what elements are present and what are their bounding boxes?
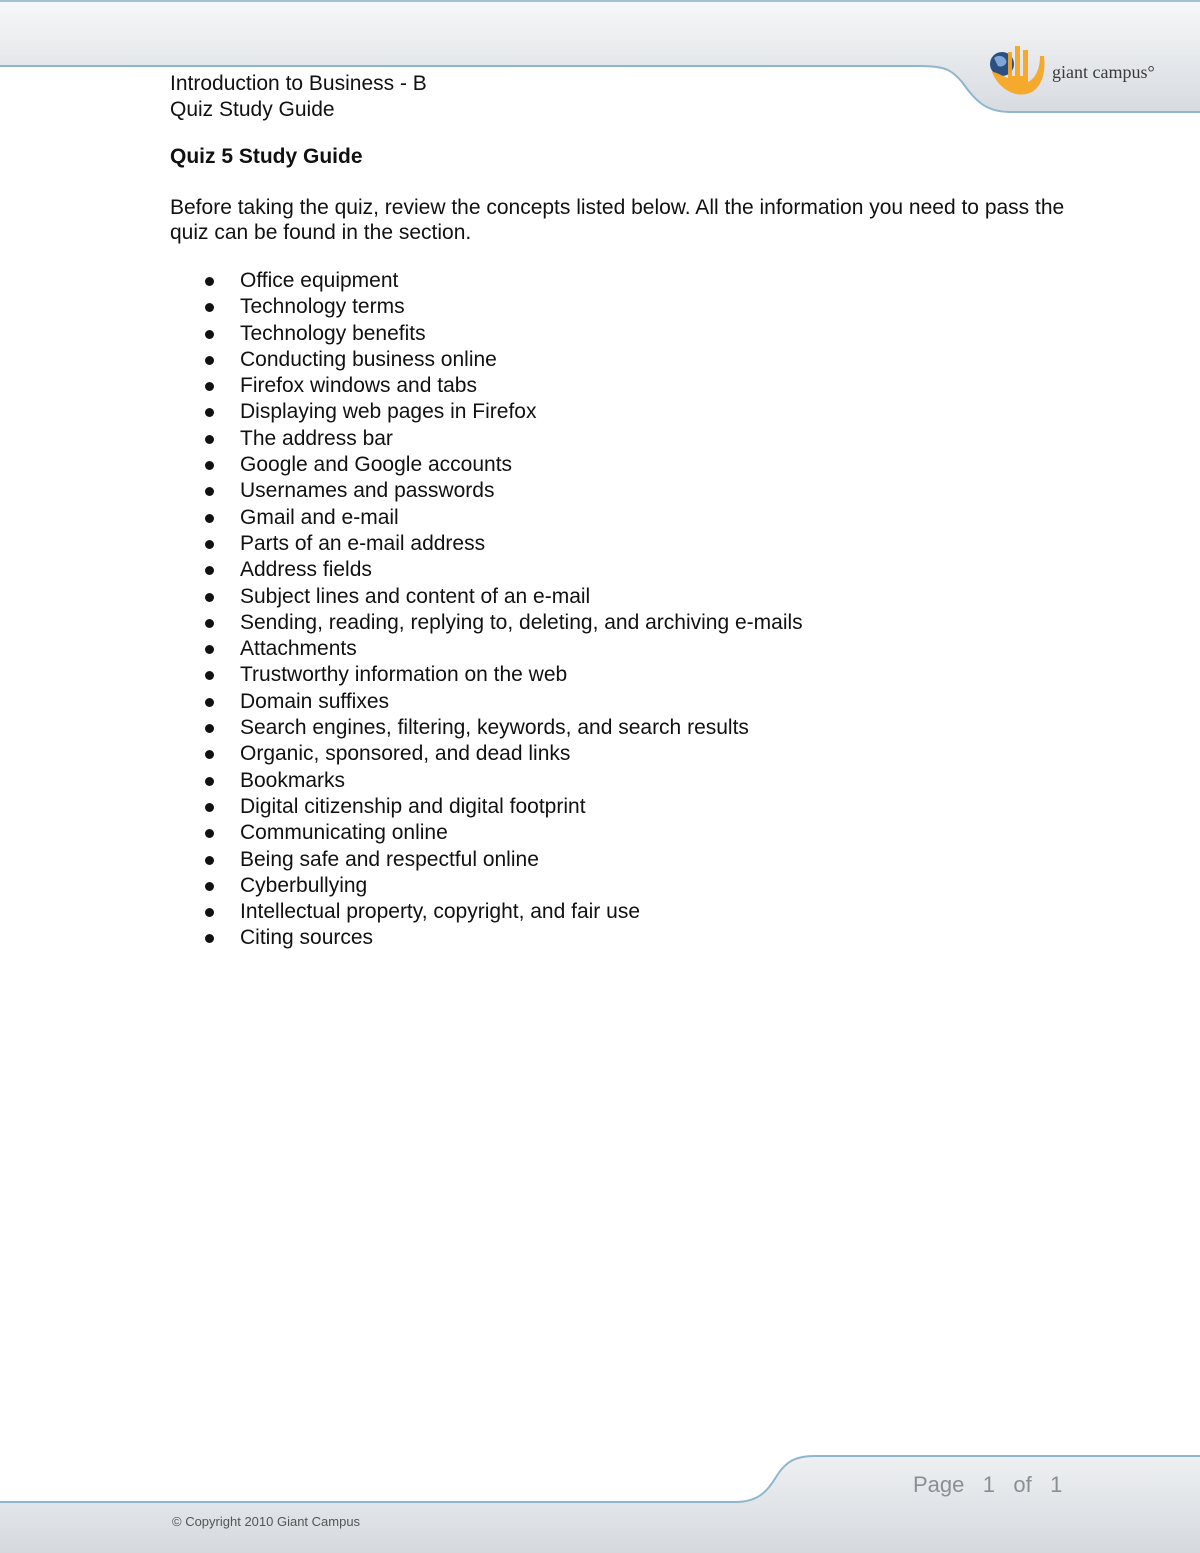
list-item-text: Subject lines and content of an e-mail — [240, 584, 591, 608]
list-item-text: Address fields — [240, 558, 372, 582]
list-item-text: Technology benefits — [240, 321, 426, 345]
concept-list — [170, 268, 803, 952]
bullet-icon — [205, 408, 214, 417]
bullet-icon — [205, 934, 214, 943]
list-item-text: Communicating online — [240, 821, 448, 845]
course-header — [170, 71, 427, 123]
bullet-icon — [205, 698, 214, 707]
list-item — [170, 505, 803, 531]
bullet-icon — [205, 514, 214, 523]
list-item-text: Parts of an e-mail address — [240, 531, 486, 555]
list-item-text: Technology terms — [240, 295, 405, 319]
list-item-text: Search engines, filtering, keywords, and search results — [240, 716, 749, 740]
bullet-icon — [205, 882, 214, 891]
list-item — [170, 636, 803, 662]
intro-paragraph: Before taking the quiz, review the concepts listed below. All the information you need to pass the quiz can be found in the section. — [170, 196, 1065, 244]
list-item — [170, 610, 803, 636]
list-item — [170, 715, 803, 741]
logo-wordmark: giant campus° — [1052, 62, 1155, 82]
course-name: Introduction to Business - B — [170, 72, 427, 95]
list-item — [170, 847, 803, 873]
bullet-icon — [205, 619, 214, 628]
list-item — [170, 399, 803, 425]
list-item-text: Domain suffixes — [240, 689, 390, 713]
list-item-text: Cyberbullying — [240, 873, 368, 897]
bullet-icon — [205, 908, 214, 917]
bullet-icon — [205, 829, 214, 838]
footer-band — [0, 1450, 1200, 1553]
list-item — [170, 373, 803, 399]
bullet-icon — [205, 777, 214, 786]
list-item-text: Google and Google accounts — [240, 453, 513, 477]
list-item-text: Attachments — [240, 637, 357, 661]
page-total: 1 — [1050, 1472, 1063, 1497]
bullet-icon — [205, 277, 214, 286]
bullet-icon — [205, 566, 214, 575]
list-item — [170, 452, 803, 478]
bullet-icon — [205, 856, 214, 865]
list-item-text: Office equipment — [240, 269, 399, 292]
list-item — [170, 873, 803, 899]
page-number — [913, 1472, 1062, 1498]
page-label: Page — [913, 1472, 965, 1497]
bullet-icon — [205, 540, 214, 549]
list-item — [170, 741, 803, 767]
bullet-icon — [205, 330, 214, 339]
list-item — [170, 478, 803, 504]
list-item-text: The address bar — [240, 426, 393, 450]
list-item-text: Trustworthy information on the web — [240, 663, 568, 687]
bullet-icon — [205, 303, 214, 312]
list-item-text: Bookmarks — [240, 768, 346, 792]
list-item — [170, 662, 803, 688]
list-item-text: Organic, sponsored, and dead links — [240, 742, 571, 766]
list-item — [170, 557, 803, 583]
list-item — [170, 584, 803, 610]
bullet-icon — [205, 593, 214, 602]
bullet-icon — [205, 461, 214, 470]
list-item — [170, 294, 803, 320]
list-item — [170, 268, 803, 294]
page-current: 1 — [982, 1472, 996, 1497]
bullet-icon — [205, 724, 214, 733]
list-item-text: Usernames and passwords — [240, 479, 495, 503]
list-item-text: Citing sources — [240, 926, 374, 950]
bullet-icon — [205, 356, 214, 365]
bullet-icon — [205, 382, 214, 391]
bullet-icon — [205, 435, 214, 444]
list-item — [170, 925, 803, 951]
list-item — [170, 768, 803, 794]
list-item — [170, 689, 803, 715]
list-item — [170, 426, 803, 452]
list-item — [170, 794, 803, 820]
page-title: Quiz 5 Study Guide — [170, 145, 363, 168]
list-item-text: Gmail and e-mail — [240, 505, 399, 529]
list-item-text: Firefox windows and tabs — [240, 374, 477, 398]
page-of: of — [1013, 1472, 1032, 1497]
bullet-icon — [205, 750, 214, 759]
list-item-text: Displaying web pages in Firefox — [240, 400, 537, 424]
list-item — [170, 899, 803, 925]
list-item-text: Digital citizenship and digital footprint — [240, 794, 586, 818]
list-item — [170, 531, 803, 557]
list-item — [170, 347, 803, 373]
bullet-icon — [205, 671, 214, 680]
list-item-text: Conducting business online — [240, 347, 497, 371]
bullet-icon — [205, 487, 214, 496]
list-item-text: Being safe and respectful online — [240, 847, 539, 871]
guide-subtitle: Quiz Study Guide — [170, 98, 335, 121]
bullet-icon — [205, 803, 214, 812]
list-item — [170, 321, 803, 347]
list-item-text: Sending, reading, replying to, deleting, and archiving e-mails — [240, 610, 803, 634]
bullet-icon — [205, 645, 214, 654]
list-item — [170, 820, 803, 846]
list-item-text: Intellectual property, copyright, and fair use — [240, 900, 640, 924]
copyright-notice: © Copyright 2010 Giant Campus — [172, 1514, 361, 1529]
